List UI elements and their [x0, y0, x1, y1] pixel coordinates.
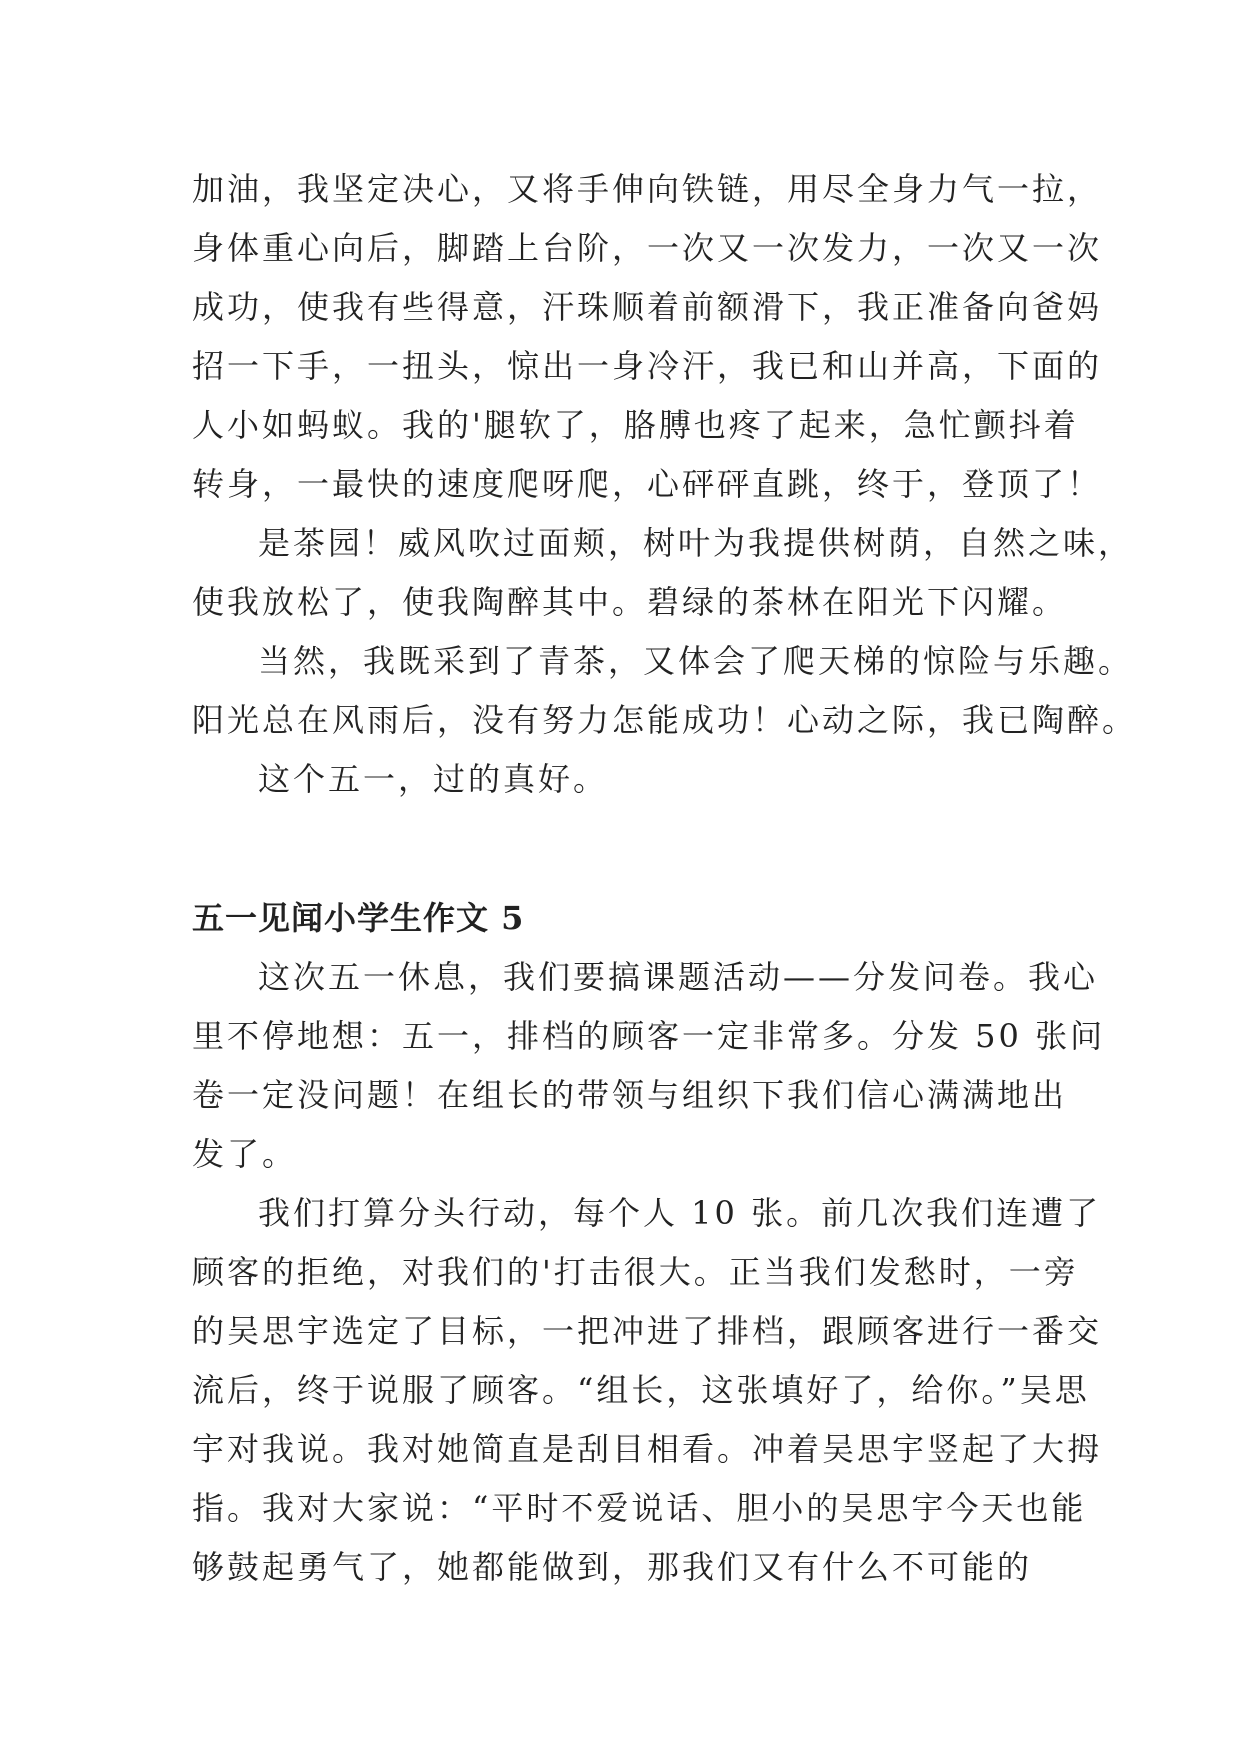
- text-line: 顾客的拒绝，对我们的'打击很大。正当我们发愁时，一旁: [192, 1253, 1079, 1291]
- text-line: 身体重心向后，脚踏上台阶，一次又一次发力，一次又一次: [192, 229, 1103, 267]
- section-gap: [192, 809, 1052, 889]
- paragraph-3: [192, 632, 1138, 750]
- text-line: 人小如蚂蚁。我的'腿软了，胳膊也疼了起来，急忙颤抖着: [192, 406, 1079, 444]
- text-line: 里不停地想：五一，排档的顾客一定非常多。分发 50 张问: [192, 1017, 1106, 1055]
- paragraph-2: [192, 514, 1134, 632]
- text-line: 够鼓起勇气了，她都能做到，那我们又有什么不可能的: [192, 1548, 1033, 1586]
- text-line: 加油，我坚定决心，又将手伸向铁链，用尽全身力气一拉，: [192, 170, 1103, 208]
- text-line: 招一下手，一扭头，惊出一身冷汗，我已和山并高，下面的: [192, 347, 1103, 385]
- text-line: 成功，使我有些得意，汗珠顺着前额滑下，我正准备向爸妈: [192, 288, 1103, 326]
- text-line: 这个五一，过的真好。: [258, 760, 609, 798]
- text-line: 指。我对大家说：“平时不爱说话、胆小的吴思宇今天也能: [192, 1489, 1087, 1527]
- paragraph-5: [192, 948, 1106, 1184]
- text-line: 这次五一休息，我们要搞课题活动——分发问卷。我心: [258, 958, 1099, 996]
- paragraph-1: [192, 160, 1103, 514]
- text-line: 宇对我说。我对她简直是刮目相看。冲着吴思宇竖起了大拇: [192, 1430, 1103, 1468]
- text-line: 转身，一最快的速度爬呀爬，心砰砰直跳，终于，登顶了！: [192, 465, 1103, 503]
- text-line: 当然，我既采到了青茶，又体会了爬天梯的惊险与乐趣。: [258, 642, 1134, 680]
- text-line: 流后，终于说服了顾客。“组长，这张填好了，给你。”吴思: [192, 1371, 1090, 1409]
- section-heading: 五一见闻小学生作文 5: [192, 899, 525, 937]
- paragraph-4: [192, 750, 1052, 809]
- text-line: 阳光总在风雨后，没有努力怎能成功！心动之际，我已陶醉。: [192, 701, 1138, 739]
- document-page: [192, 160, 1138, 1597]
- text-line: 的吴思宇选定了目标，一把冲进了排档，跟顾客进行一番交: [192, 1312, 1103, 1350]
- text-line: 发了。: [192, 1135, 298, 1173]
- paragraph-6: [192, 1184, 1103, 1597]
- text-line: 卷一定没问题！在组长的带领与组织下我们信心满满地出: [192, 1076, 1068, 1114]
- text-line: 我们打算分头行动，每个人 10 张。前几次我们连遭了: [258, 1194, 1102, 1232]
- text-line: 是茶园！威风吹过面颊，树叶为我提供树荫，自然之味，: [258, 524, 1134, 562]
- text-line: 使我放松了，使我陶醉其中。碧绿的茶林在阳光下闪耀。: [192, 583, 1068, 621]
